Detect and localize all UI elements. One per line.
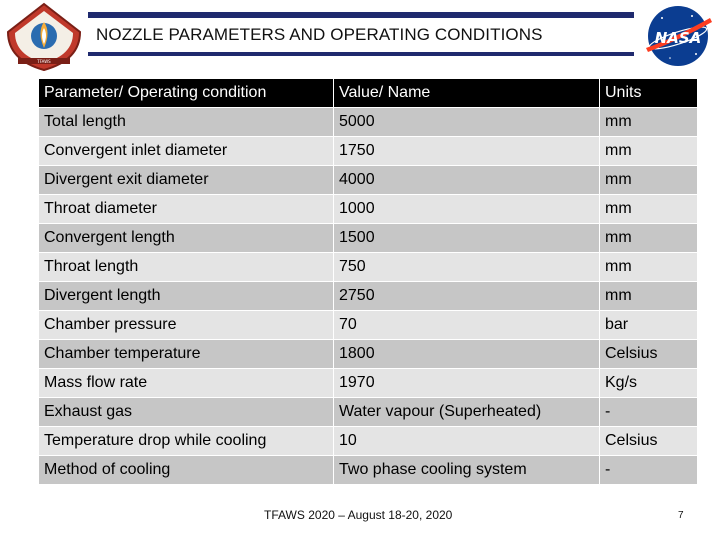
units-cell: Celsius	[600, 340, 698, 369]
table-header-row	[39, 79, 698, 108]
value-cell: 4000	[334, 166, 600, 195]
footer-event: TFAWS 2020 – August 18-20, 2020	[264, 508, 453, 522]
parameter-cell: Convergent inlet diameter	[39, 137, 334, 166]
nasa-logo	[640, 4, 716, 68]
parameters-table	[38, 78, 698, 485]
value-cell: 10	[334, 427, 600, 456]
table-row	[39, 398, 698, 427]
tfaws-logo-text: TFAWS	[37, 59, 51, 64]
value-cell: Two phase cooling system	[334, 456, 600, 485]
title-rule-bottom	[88, 52, 634, 56]
value-cell: 1750	[334, 137, 600, 166]
value-cell: 1970	[334, 369, 600, 398]
parameter-cell: Throat length	[39, 253, 334, 282]
units-cell: mm	[600, 224, 698, 253]
parameter-cell: Mass flow rate	[39, 369, 334, 398]
table-row	[39, 456, 698, 485]
value-cell: Water vapour (Superheated)	[334, 398, 600, 427]
table-row	[39, 282, 698, 311]
parameter-cell: Total length	[39, 108, 334, 137]
table-row	[39, 224, 698, 253]
value-cell: 5000	[334, 108, 600, 137]
table-row	[39, 108, 698, 137]
title-bar	[88, 12, 634, 56]
nasa-logo-text: NASA	[654, 29, 702, 47]
units-cell: mm	[600, 195, 698, 224]
table-row	[39, 311, 698, 340]
table-row	[39, 427, 698, 456]
units-cell: mm	[600, 282, 698, 311]
table-row	[39, 195, 698, 224]
table-row	[39, 369, 698, 398]
column-header-units: Units	[600, 79, 698, 108]
table-row	[39, 253, 698, 282]
units-cell: mm	[600, 166, 698, 195]
parameter-cell: Divergent length	[39, 282, 334, 311]
tfaws-logo	[4, 2, 84, 72]
value-cell: 1800	[334, 340, 600, 369]
parameter-cell: Method of cooling	[39, 456, 334, 485]
column-header-parameter: Parameter/ Operating condition	[39, 79, 334, 108]
table-row	[39, 166, 698, 195]
units-cell: mm	[600, 108, 698, 137]
units-cell: mm	[600, 253, 698, 282]
value-cell: 1000	[334, 195, 600, 224]
parameter-cell: Chamber temperature	[39, 340, 334, 369]
table-row	[39, 340, 698, 369]
units-cell: -	[600, 398, 698, 427]
units-cell: bar	[600, 311, 698, 340]
parameter-cell: Exhaust gas	[39, 398, 334, 427]
value-cell: 750	[334, 253, 600, 282]
units-cell: Celsius	[600, 427, 698, 456]
parameter-cell: Convergent length	[39, 224, 334, 253]
value-cell: 1500	[334, 224, 600, 253]
parameter-cell: Temperature drop while cooling	[39, 427, 334, 456]
parameter-cell: Divergent exit diameter	[39, 166, 334, 195]
parameter-cell: Chamber pressure	[39, 311, 334, 340]
units-cell: mm	[600, 137, 698, 166]
units-cell: -	[600, 456, 698, 485]
page-title: NOZZLE PARAMETERS AND OPERATING CONDITIONS	[96, 25, 543, 44]
units-cell: Kg/s	[600, 369, 698, 398]
table-row	[39, 137, 698, 166]
page-number: 7	[678, 510, 684, 521]
column-header-value: Value/ Name	[334, 79, 600, 108]
value-cell: 70	[334, 311, 600, 340]
value-cell: 2750	[334, 282, 600, 311]
title-rule-top	[88, 12, 634, 18]
parameter-cell: Throat diameter	[39, 195, 334, 224]
